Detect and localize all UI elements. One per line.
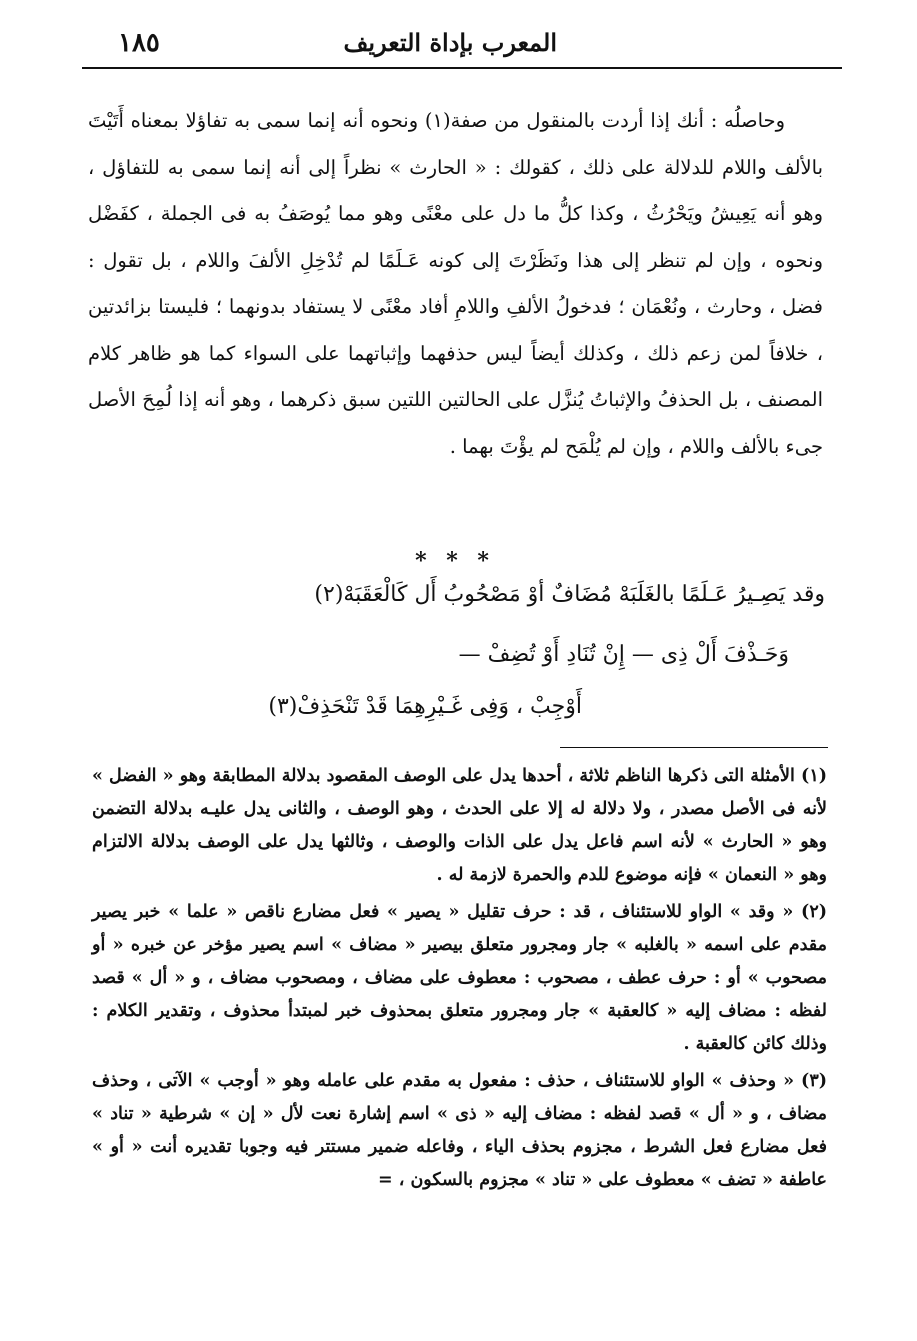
footnote-rule <box>560 747 828 748</box>
header-rule <box>82 67 842 69</box>
footnote-3 <box>92 1065 827 1197</box>
main-text <box>88 98 823 470</box>
verse-line-3: أَوْجِبْ ، وَفِى غَـيْرِهِمَا قَدْ تَنْحَذِفْ(٣) <box>268 694 582 719</box>
footnote-2 <box>92 896 827 1061</box>
page-header <box>82 22 827 68</box>
page-number: ١٨٥ <box>118 28 160 58</box>
running-title: المعرب بإداة التعريف <box>343 28 557 57</box>
footnote-text: « وقد » الواو للاستئناف ، قد : حرف تقليل « يصير » فعل مضارع ناقص « علما » خبر يصير مقدم على اسمه « بالغلبه » جار ومجرور متعلق بيصير « مضاف » اسم يصير مؤخر عن خبره « أو مصحوب » أو : حرف عطف ، مصحوب : معطوف على مضاف ، ومصحوب مضاف ، و « أل » قصد لفظه : مضاف إليه « كالعقبة » جار ومجرور متعلق بمحذوف خبر لمبتدأ محذوف ، وتقدير الكلام : وذلك كائن كالعقبة . <box>92 902 827 1054</box>
footnotes <box>92 760 827 1197</box>
footnote-1 <box>92 760 827 892</box>
body-paragraph: وحاصلُه : أنك إذا أردت بالمنقول من صفة(١) ونحوه أنه إنما سمى به تفاؤلا بمعناه أَتَيْتَ بالألف واللام للدلالة على ذلك ، كقولك : « الحارث » نظراً إلى أنه إنما سمى به للتفاؤل ، وهو أنه يَعِيشُ ويَحْرُثُ ، وكذا كلُّ ما دل على معْنًى وهو مما يُوصَفُ به فى الجملة ، كفَضْل ونحوه ، وإن لم تنظر إلى هذا ونَظَرْتَ إلى كونه عَـلَمًا لم تُدْخِلِ الألفَ واللام ، بل تقول : فضل ، وحارث ، ونُعْمَان ؛ فدخولُ الألفِ واللامِ أفاد معْنًى لا يستفاد بدونهما ؛ فليستا بزائدتين ، خلافاً لمن زعم ذلك ، وكذلك أيضاً ليس حذفهما وإثباتهما على السواء كما هو ظاهر كلام المصنف ، بل الحذفُ والإثباتُ يُنزَّل على الحالتين اللتين سبق ذكرهما ، وهو أنه إذا لُمِحَ الأصل جىء بالألف واللام ، وإن لم يُلْمَح لم يؤْتَ بهما . <box>88 109 823 458</box>
footnote-text: « وحذف » الواو للاستئناف ، حذف : مفعول به مقدم على عامله وهو « أوجب » الآتى ، وحذف مضاف ، و « أل » قصد لفظه : مضاف إليه « ذى » اسم إشارة نعت لأل « إن » شرطية « تناد » فعل مضارع فعل الشرط ، مجزوم بحذف الياء ، وفاعله ضمير مستتر فيه وجوبا تقديره أنت « أو » عاطفة « تضف » معطوف على « تناد » مجزوم بالسكون ، = <box>92 1071 827 1190</box>
footnote-text: الأمثلة التى ذكرها الناظم ثلاثة ، أحدها يدل على الوصف المقصود بدلالة المطابقة وهو « الفضل » لأنه فى الأصل مصدر ، ولا دلالة له إلا على الحدث ، وهو الوصف ، والثانى يدل عليـه بدلالة التضمن وهو « الحارث » لأنه اسم فاعل يدل على الذات والوصف ، وثالثها يدل على الوصف بدلالة الالتزام وهو « النعمان » فإنه موضوع للدم والحمرة لازمة له . <box>92 766 827 885</box>
footnote-number: (٢) <box>801 902 827 922</box>
verse-line-2: وَحَـذْفَ أَلْ ذِى — إِنْ تُنَادِ أَوْ تُضِفْ — <box>458 642 789 667</box>
section-separator: * * * <box>415 548 495 574</box>
footnote-number: (٣) <box>801 1071 827 1091</box>
verse-line-1: وقد يَصِـيرُ عَـلَمًا بالغَلَبَهْ مُضَافٌ أوْ مَصْحُوبُ أَل كَالْعَقَبَهْ(٢) <box>314 582 825 607</box>
footnote-number: (١) <box>801 766 827 786</box>
